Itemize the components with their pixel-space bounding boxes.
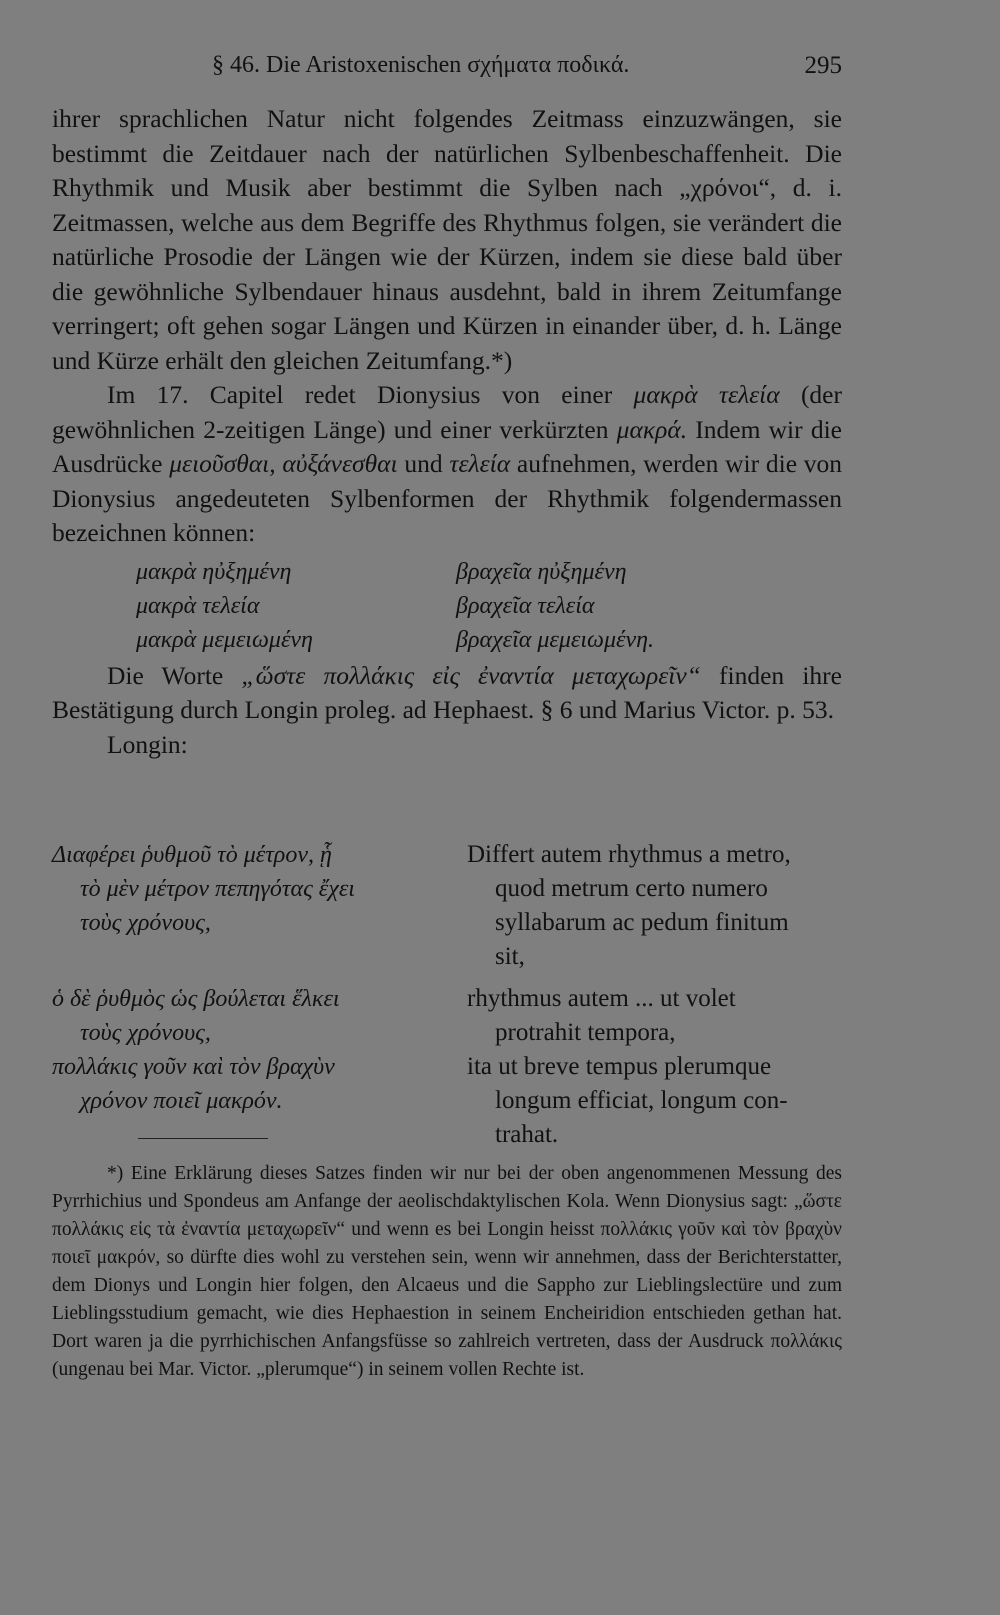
greek-line: τοὺς χρόνους, <box>80 910 211 936</box>
syllable-terms-table <box>52 555 842 657</box>
quote-row <box>52 982 842 1050</box>
greek-column <box>52 982 467 1050</box>
latin-line: sit, <box>495 943 525 970</box>
latin-line: syllabarum ac pedum finitum <box>495 909 789 936</box>
greek-term: τελεία <box>449 449 511 478</box>
longin-label: Longin: <box>107 729 188 759</box>
greek-line: Διαφέρει ῥυθμοῦ τὸ μέτρον, ᾗ <box>52 842 332 868</box>
running-title: § 46. Die Aristoxenischen σχήματα ποδικά. <box>212 52 630 78</box>
paragraph: ihrer sprachlichen Natur nicht folgendes Zeitmass einzuzwängen, sie bestimmt die Zeitdauer nach der natürlichen Sylbenbeschaffenheit. Die Rhythmik und Musik aber bestimmt die Sylben nach „χρόνοι“, d. i. Zeitmassen, welche aus dem Begriffe des Rhythmus folgen, sie verändert die natürliche Prosodie der Längen wie der Kürzen, indem sie diese bald über die gewöhnliche Sylbendauer hinaus ausdehnt, bald in ihrem Zeitumfange verringert; oft gehen sogar Längen und Kürzen in einander über, d. h. Länge und Kürze erhält den gleichen Zeitumfang.*) <box>52 104 842 375</box>
latin-line: trahat. <box>495 1121 559 1148</box>
latin-line: protrahit tempora, <box>495 1019 676 1046</box>
text-run: (der gewöhnlichen 2-zeitigen Länge) und einer verkürzten <box>52 380 842 444</box>
greek-line: ὁ δὲ ῥυθμὸς ὡς βούλεται ἕλκει <box>52 986 340 1012</box>
text-run: Indem wir die Ausdrücke <box>52 414 842 478</box>
greek-line: πολλάκις γοῦν καὶ τὸν βραχὺν <box>52 1054 335 1080</box>
latin-column <box>467 982 842 1050</box>
latin-line: ita ut breve tempus plerumque <box>467 1053 772 1080</box>
text-run: Im 17. Capitel redet Dionysius von einer <box>107 380 634 409</box>
greek-line: χρόνον ποιεῖ μακρόν. <box>80 1088 283 1114</box>
latin-column <box>467 1050 842 1152</box>
paragraph <box>52 378 842 551</box>
term-cell: βραχεῖα ηὐξημένη <box>456 558 627 585</box>
term-cell: μακρὰ τελεία <box>136 592 260 619</box>
table-row <box>52 589 842 623</box>
greek-column <box>52 838 467 974</box>
text-run: finden ihre Bestätigung durch Longin proleg. ad Hephaest. § 6 und Marius Victor. p. 53. <box>52 660 842 724</box>
table-row <box>52 555 842 589</box>
footnote-divider <box>138 1138 268 1139</box>
text-run: Die Worte <box>107 660 242 690</box>
main-text <box>52 102 842 762</box>
quote-row <box>52 1050 842 1152</box>
greek-term: μακρά. <box>616 414 688 444</box>
table-row <box>52 623 842 657</box>
term-cell: μακρὰ μεμειωμένη <box>136 626 313 653</box>
greek-line: τοὺς χρόνους, <box>80 1020 211 1046</box>
greek-line: τὸ μὲν μέτρον πεπηγότας ἔχει <box>80 876 355 902</box>
latin-line: Differt autem rhythmus a metro, <box>467 841 791 868</box>
greek-term: „ὥστε πολλάκις εἰς ἐναντία μεταχωρεῖν“ <box>241 660 701 690</box>
footnote <box>52 1160 842 1384</box>
text-run: und <box>397 449 450 478</box>
term-cell: μακρὰ ηὐξημένη <box>136 558 292 585</box>
footnote-text: *) Eine Erklärung dieses Satzes finden wir nur bei der oben angenommenen Messung des Pyrrhichius und Spondeus am Anfange der aeolischdaktylischen Kola. Wenn Dionysius sagt: „ὥστε πολλάκις εἰς τὰ ἐναντία μεταχωρεῖν“ und wenn es bei Longin heisst πολλάκις γοῦν καὶ τὸν βραχὺν ποιεῖ μακρόν, so dürfte dies wohl zu verstehen sein, wenn wir annehmen, dass der Berichterstatter, dem Dionys und Longin hier folgen, den Alcaeus und die Sappho zur Lieblingslectüre und zum Lieblingsstudium gemacht, wie dies Hephaestion in seinem Encheiridion entschieden gethan hat. Dort waren ja die pyrrhichischen Anfangsfüsse so zahlreich vertreten, dass der Ausdruck πολλάκις (ungenau bei Mar. Victor. „plerumque“) in seinem vollen Rechte ist. <box>52 1163 842 1380</box>
text-run: aufnehmen, werden wir die von Dionysius angedeuteten Sylbenformen der Rhythmik folgendermassen bezeichnen können: <box>52 449 843 547</box>
latin-line: rhythmus autem ... ut volet <box>467 985 736 1012</box>
parallel-quote <box>52 838 842 1152</box>
quote-row <box>52 838 842 974</box>
latin-column <box>467 838 842 974</box>
greek-term: μακρὰ τελεία <box>633 380 780 409</box>
greek-column <box>52 1050 467 1152</box>
term-cell: βραχεῖα τελεία <box>456 592 595 619</box>
paragraph <box>52 659 842 728</box>
greek-term: μειοῦσθαι, αὐξάνεσθαι <box>169 449 398 478</box>
page-number: 295 <box>804 52 842 79</box>
term-cell: βραχεῖα μεμειωμένη. <box>456 626 655 653</box>
latin-line: longum efficiat, longum con- <box>495 1087 788 1114</box>
latin-line: quod metrum certo numero <box>495 875 768 902</box>
page-header <box>52 52 842 92</box>
